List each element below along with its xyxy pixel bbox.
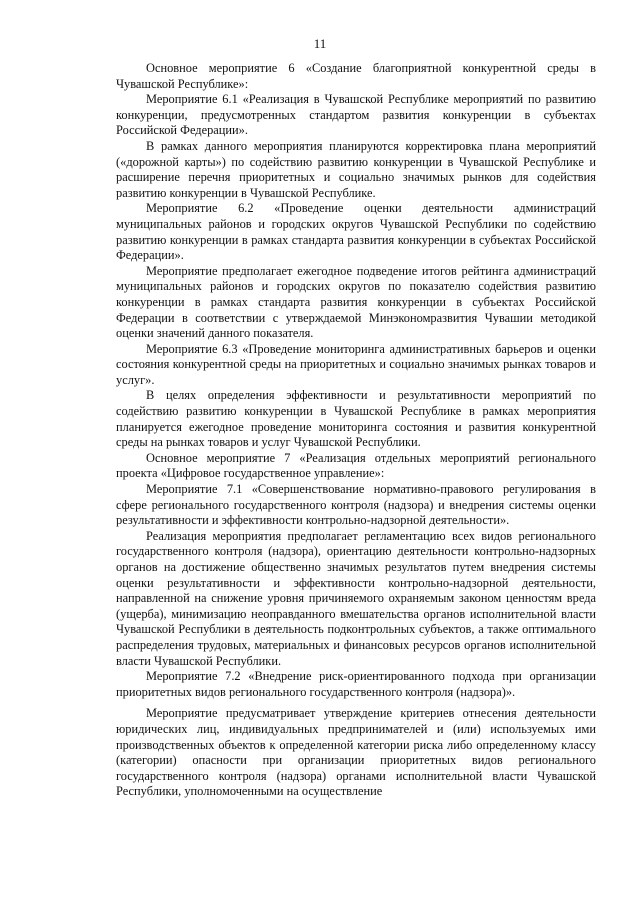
paragraph: Мероприятие 7.1 «Совершенствование нормативно-правового регулирования в сфере регионального государственного контроля (надзора) и внедрения системы оценки результативности и эффективности контрольно-надзорной деятельности». [116, 482, 596, 528]
paragraph: Основное мероприятие 6 «Создание благоприятной конкурентной среды в Чувашской Республике»: [116, 61, 596, 91]
paragraph: Реализация мероприятия предполагает регламентацию всех видов регионального государственного контроля (надзора), ориентацию деятельности контрольно-надзорных органов на достижение общественно значимых результатов путем внедрения системы оценки результативности и эффективности контрольно-надзорной деятельности, направленной на снижение уровня причиняемого охраняемым законом ценностям вреда (ущерба), минимизацию неоправданного вмешательства органов исполнительной власти Чувашской Республики в деятельность подконтрольных субъектов, а также оптимального распределения трудовых, материальных и финансовых ресурсов органов исполнительной власти Чувашской Республики. [116, 528, 596, 668]
paragraph: Мероприятие 6.1 «Реализация в Чувашской Республике мероприятий по развитию конкуренции, предусмотренных стандартом развития конкуренции в субъектах Российской Федерации». [116, 92, 596, 138]
document-body [116, 61, 596, 800]
paragraph: Мероприятие 6.3 «Проведение мониторинга административных барьеров и оценки состояния конкурентной среды на приоритетных и социально значимых рынках товаров и услуг». [116, 341, 596, 387]
paragraph: Мероприятие 7.2 «Внедрение риск-ориентированного подхода при организации приоритетных видов регионального государственного контроля (надзора)». [116, 669, 596, 699]
paragraph: Основное мероприятие 7 «Реализация отдельных мероприятий регионального проекта «Цифровое государственное управление»: [116, 450, 596, 481]
paragraph: Мероприятие 6.2 «Проведение оценки деятельности администраций муниципальных районов и городских округов Чувашской Республики по содействию развитию конкуренции в рамках стандарта развития конкуренции в субъектах Российской Федерации». [116, 201, 596, 263]
paragraph: В рамках данного мероприятия планируются корректировка плана мероприятий («дорожной карты») по содействию развитию конкуренции в Чувашской Республике и расширение перечня приоритетных и социально значимых рынков для содействия развитию конкуренции в Чувашской Республике. [116, 138, 596, 200]
paragraph: В целях определения эффективности и результативности мероприятий по содействию развитию конкуренции в Чувашской Республике в рамках мероприятия планируется ежегодное проведение мониторинга состояния и развития конкурентной среды на рынках товаров и услуг Чувашской Республики. [116, 388, 596, 450]
paragraph: Мероприятие предусматривает утверждение критериев отнесения деятельности юридических лиц, индивидуальных предпринимателей и (или) используемых ими производственных объектов к определенной категории риска либо определенному классу (категории) опасности при организации приоритетных видов регионального государственного контроля (надзора) органами исполнительной власти Чувашской Республики, уполномоченными на осуществление [116, 706, 596, 799]
page-number: 11 [313, 36, 327, 51]
paragraph: Мероприятие предполагает ежегодное подведение итогов рейтинга администраций муниципальных районов и городских округов по показателю содействия развитию конкуренции в рамках стандарта развития конкуренции в субъектах Российской Федерации в соответствии с утверждаемой Минэкономразвития Чувашии методикой оценки значений данного показателя. [116, 263, 596, 341]
